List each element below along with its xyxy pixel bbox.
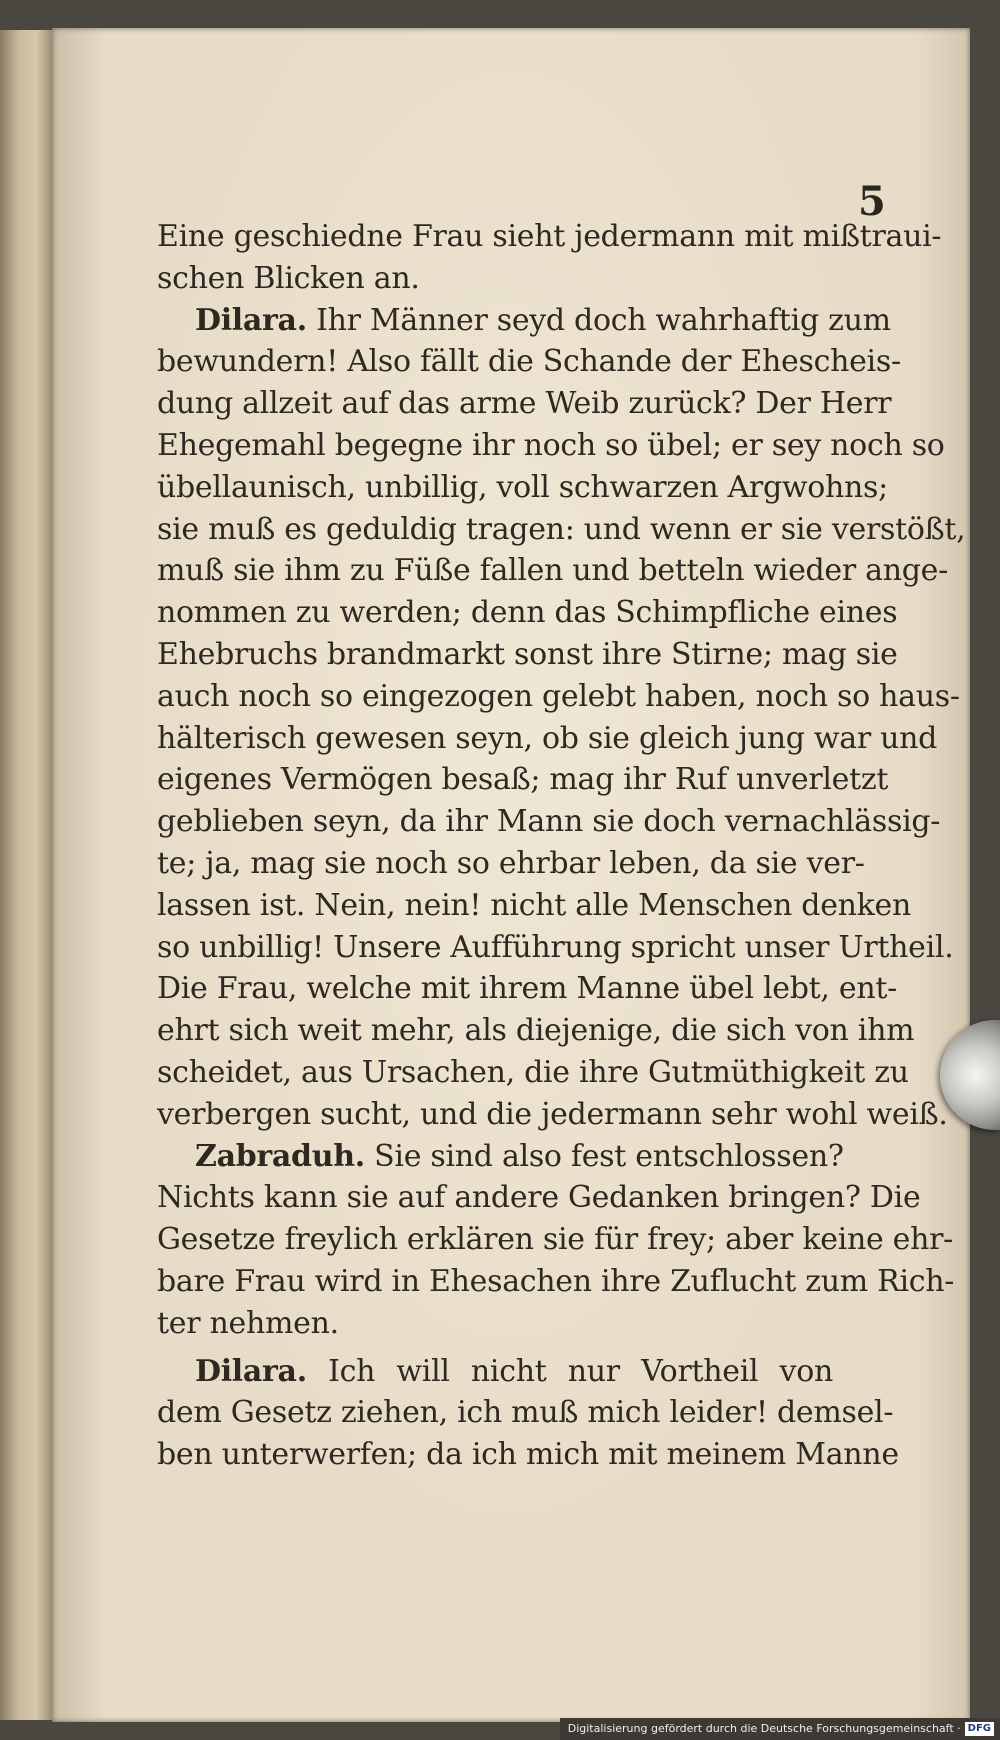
line-text: ben unterwerfen; da ich mich mit meinem Manne <box>157 1437 899 1473</box>
line-text: ehrt sich weit mehr, als diejenige, die sich von ihm <box>157 1013 915 1049</box>
line-text: Ehegemahl begegne ihr noch so übel; er sey noch so <box>157 427 945 463</box>
speaker-name: Dilara. <box>195 1353 307 1389</box>
line-text: muß sie ihm zu Füße fallen und betteln wieder ange- <box>157 553 948 589</box>
line-text: Sie sind also fest entschlossen? <box>374 1138 844 1174</box>
line-text: dem Gesetz ziehen, ich muß mich leider! demsel- <box>157 1395 894 1431</box>
text-line <box>157 676 960 718</box>
text-line <box>157 885 912 927</box>
text-line <box>157 634 898 676</box>
text-line <box>157 968 897 1010</box>
text-line <box>157 300 891 342</box>
text-line <box>157 1219 954 1261</box>
line-text: Eine geschiedne Frau sieht jedermann mit mißtraui- <box>157 219 942 254</box>
digitization-footer <box>560 1718 1000 1740</box>
text-line <box>157 258 833 300</box>
speaker-name: Dilara. <box>195 302 307 338</box>
text-line <box>157 1094 948 1136</box>
page-number: 5 <box>858 178 886 225</box>
line-text: Ich will nicht nur Vortheil von <box>328 1353 833 1389</box>
line-text: Gesetze freylich erklären sie für frey; aber keine ehr- <box>157 1222 954 1258</box>
speaker-name: Zabraduh. <box>195 1138 365 1174</box>
text-line <box>157 383 892 425</box>
line-text: Ehebruchs brandmarkt sonst ihre Stirne; mag sie <box>157 636 898 672</box>
text-line <box>157 341 901 383</box>
text-line <box>157 1136 844 1178</box>
line-text: sie muß es geduldig tragen: und wenn er sie verstößt, <box>157 511 966 547</box>
line-text: bare Frau wird in Ehesachen ihre Zuflucht zum Rich- <box>157 1263 955 1299</box>
text-line <box>157 1303 833 1345</box>
line-text: schen Blicken an. <box>157 260 420 296</box>
dfg-logo: DFG <box>965 1722 994 1736</box>
text-line <box>157 216 942 258</box>
line-text: so unbillig! Unsere Aufführung spricht unser Urtheil. <box>157 929 954 965</box>
text-line <box>157 1261 955 1303</box>
line-text: hälterisch gewesen seyn, ob sie gleich jung war und <box>157 720 938 756</box>
text-line <box>157 467 888 509</box>
text-line <box>157 509 966 551</box>
text-line <box>157 1052 909 1094</box>
line-text: auch noch so eingezogen gelebt haben, noch so haus- <box>157 678 960 714</box>
text-line <box>157 1010 915 1052</box>
book-binding-edge <box>0 30 52 1720</box>
line-text: bewundern! Also fällt die Schande der Ehescheis- <box>157 344 901 380</box>
text-line <box>157 759 889 801</box>
line-text: dung allzeit auf das arme Weib zurück? Der Herr <box>157 386 892 422</box>
line-text: verbergen sucht, und die jedermann sehr wohl weiß. <box>157 1096 948 1132</box>
text-line <box>157 843 865 885</box>
line-text: ter nehmen. <box>157 1305 339 1341</box>
text-line <box>157 801 941 843</box>
line-text: nommen zu werden; denn das Schimpfliche eines <box>157 595 898 631</box>
text-line <box>157 550 948 592</box>
text-line <box>157 1434 899 1476</box>
line-text: te; ja, mag sie noch so ehrbar leben, da sie ver- <box>157 845 865 881</box>
text-line <box>157 927 954 969</box>
text-line <box>157 592 898 634</box>
line-text: übellaunisch, unbillig, voll schwarzen Argwohns; <box>157 469 888 505</box>
line-text: lassen ist. Nein, nein! nicht alle Menschen denken <box>157 887 912 923</box>
line-text: Ihr Männer seyd doch wahrhaftig zum <box>316 302 891 338</box>
line-text: Nichts kann sie auf andere Gedanken bringen? Die <box>157 1180 921 1216</box>
text-line <box>157 425 945 467</box>
footer-credit: Digitalisierung gefördert durch die Deutsche Forschungsgemeinschaft · <box>567 1722 961 1735</box>
page-text-block <box>157 216 966 1476</box>
text-line <box>157 718 938 760</box>
text-line <box>157 1392 894 1434</box>
text-line <box>157 1351 833 1393</box>
line-text: Die Frau, welche mit ihrem Manne übel lebt, ent- <box>157 971 897 1007</box>
line-text: geblieben seyn, da ihr Mann sie doch vernachlässig- <box>157 804 941 840</box>
text-line <box>157 1177 921 1219</box>
line-text: scheidet, aus Ursachen, die ihre Gutmüthigkeit zu <box>157 1054 909 1090</box>
line-text: eigenes Vermögen besaß; mag ihr Ruf unverletzt <box>157 762 889 798</box>
